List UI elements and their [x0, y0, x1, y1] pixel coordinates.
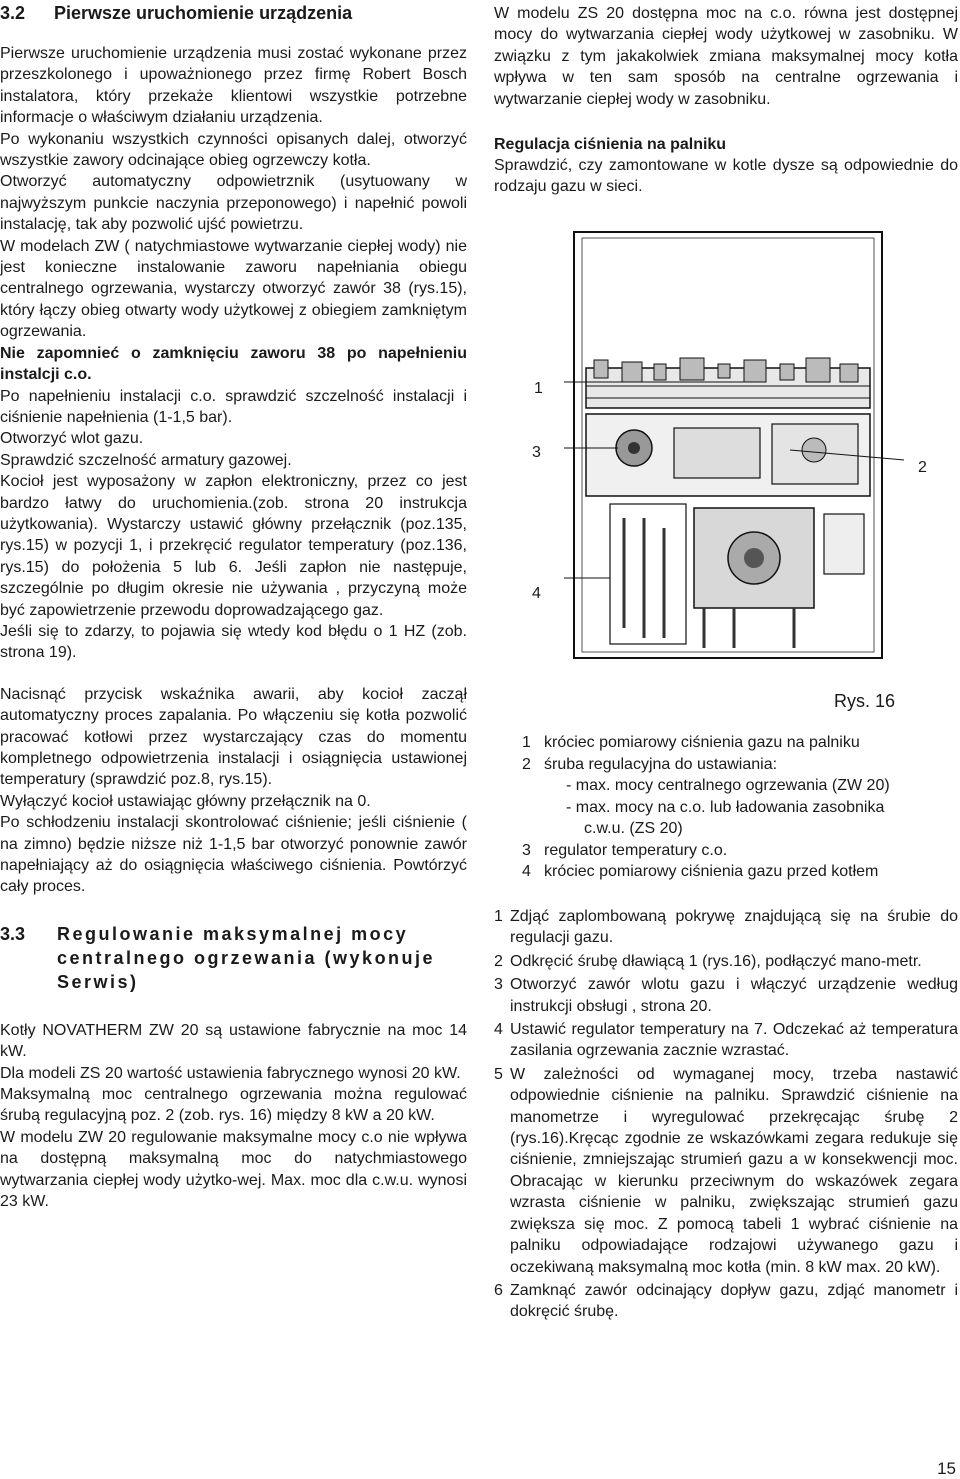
paragraph: Kotły NOVATHERM ZW 20 są ustawione fabrycznie na moc 14 kW.	[0, 1021, 467, 1061]
figure-legend	[522, 732, 960, 883]
page-number: 15	[937, 1459, 956, 1478]
boiler-diagram	[494, 228, 960, 718]
section-title: Pierwsze uruchomienie urządzenia	[54, 3, 353, 23]
legend-item: 2 śruba regulacyjna do ustawiania:	[522, 755, 778, 773]
bold-note: Nie zapomnieć o zamknięciu zaworu 38 po napełnieniu instalcji c.o.	[0, 344, 467, 384]
callout-3: 3	[532, 444, 541, 461]
legend-item: 1 króciec pomiarowy ciśnienia gazu na palniku	[522, 734, 860, 751]
electronics-box	[674, 428, 760, 478]
paragraph: Po napełnieniu instalacji c.o. sprawdzić szczelność instalacji i ciśnienie napełnienia (1-1,5 bar).	[0, 387, 467, 426]
subheading: Regulacja ciśnienia na palniku	[494, 136, 727, 154]
callout-2: 2	[918, 459, 927, 476]
section-3-3-heading	[0, 922, 467, 994]
section-number: 3.3	[0, 923, 26, 944]
paragraph: Kocioł jest wyposażony w zapłon elektroniczny, przez co jest bardzo łatwy do uruchomienia.(zob. strona 20 instrukcja użytkowania). Wystarczy ustawić główny przełącznik (poz.135, rys.15) w pozycji 1, i przekręcić regulator temperatury (poz.136, rys.15) do położenia 5 lub 6. Jeśli zapłon nie następuje, szczególnie po długim okresie nie używania , przyczyną może być zapowietrzenie przewodu doprowadzającego gaz.	[0, 473, 467, 619]
step-item: 2 Odkręcić śrubę dławiącą 1 (rys.16), podłączyć mano-metr.	[494, 952, 922, 970]
fittings	[594, 358, 858, 382]
paragraph: Dla modeli ZS 20 wartość ustawienia fabrycznego wynosi 20 kW.	[0, 1064, 461, 1082]
procedure-steps	[494, 906, 958, 1325]
legend-subitem: c.w.u. (ZS 20)	[584, 820, 683, 837]
paragraph: Po wykonaniu wszystkich czynności opisanych dalej, otworzyć wszystkie zawory odcinające obieg ogrzewczy kotła.	[0, 130, 467, 170]
paragraph: Po schłodzeniu instalacji skontrolować ciśnienie; jeśli ciśnienie ( na zimno) będzie niższe niż 1-1,5 bar otworzyć ponownie zawór napełniający aż do osiągnięcia właściwego ciśnienia. Powtórzyć cały proces.	[0, 814, 467, 896]
legend-item: 3 regulator temperatury c.o.	[522, 841, 728, 859]
legend-item: 4 króciec pomiarowy ciśnienia gazu przed kotłem	[522, 863, 879, 880]
step-item: 4 Ustawić regulator temperatury na 7. Odczekać aż temperatura zasilania ogrzewania zacznie wzrastać.	[494, 1021, 958, 1060]
section-number: 3.2	[0, 3, 26, 23]
legend-subitem: - max. mocy na c.o. lub ładowania zasobnika	[566, 798, 885, 816]
paragraph: Sprawdzić szczelność armatury gazowej.	[0, 451, 292, 469]
right-intro	[494, 3, 958, 198]
section-3-2-heading	[0, 2, 467, 24]
paragraph: Otworzyć automatyczny odpowietrznik (usytuowany w najwyższym punkcie naczynia przeponowego) i napełnić powoli instalację, tak aby pozwolić ujść powietrzu.	[0, 173, 467, 234]
step-item: 3 Otworzyć zawór wlotu gazu i włączyć urządzenie według instrukcji obsługi , strona 20.	[494, 976, 958, 1015]
paragraph: Wyłączyć kocioł ustawiając główny przełącznik na 0.	[0, 792, 371, 810]
step-item: 1 Zdjąć zaplombowaną pokrywę znajdującą się na śrubie do regulacji gazu.	[494, 908, 958, 947]
section-title: Regulowanie maksymalnej mocy centralnego ogrzewania (wykonuje Serwis)	[57, 923, 436, 992]
callout-1: 1	[534, 380, 543, 397]
paragraph: Maksymalną moc centralnego ogrzewania można regulować śrubą regulacyjną poz. 2 (zob. rys. 16) między 8 kW a 20 kW.	[0, 1086, 467, 1125]
figure-caption: Rys. 16	[834, 691, 896, 711]
section-3-2-body	[0, 43, 467, 1213]
paragraph: Otworzyć wlot gazu.	[0, 430, 144, 448]
step-item: 6 Zamknąć zawór odcinający dopływ gazu, zdjąć manometr i dokręcić śrubę.	[494, 1281, 958, 1321]
paragraph: W modelach ZW ( natychmiastowe wytwarzanie ciepłej wody) nie jest konieczne instalowanie zaworu napełniania obiegu centralnego ogrzewania, wystarczy otworzyć zawór 38 (rys.15), który łączy obieg otwarty wody użytkowej z obiegiem zamkniętym ogrzewania.	[0, 237, 467, 341]
paragraph: Nacisnąć przycisk wskaźnika awarii, aby kocioł zaczął automatyczny proces zapalania. Po włączeniu się kotła pozwolić pracować kotłowi przez wystarczający czas do momentu kompletnego odpowietrzenia instalacji i osiągnięcia ustawionej temperatury (sprawdzić poz.8, rys.15).	[0, 685, 467, 789]
callout-4: 4	[532, 585, 541, 602]
paragraph: W modelu ZS 20 dostępna moc na c.o. równa jest dostępnej mocy do wytwarzania ciepłej wody użytkowej w zasobniku. W związku z tym jakakolwiek zmiana maksymalnej mocy kotła wpływa w ten sam sposób na centralne ogrzewania i wytwarzanie ciepłej wody w zasobniku.	[494, 5, 958, 108]
lower-pipe-group	[610, 504, 686, 644]
paragraph: W modelu ZW 20 regulowanie maksymalne mocy c.o nie wpływa na dostępną maksymalną moc do natychmiastowego wytwarzania ciepłej wody użytko-wej. Max. moc dla c.w.u. wynosi 23 kW.	[0, 1128, 467, 1211]
legend-subitem: - max. mocy centralnego ogrzewania (ZW 20)	[566, 777, 890, 794]
paragraph: Pierwsze uruchomienie urządzenia musi zostać wykonane przez przeszkolonego i upoważnionego przez firmę Robert Bosch instalatora, który przekaże klientowi wszystkie potrzebne informacje o właściwym działaniu urządzenia.	[0, 45, 467, 127]
step-item: 5 W zależności od wymaganej mocy, trzeba nastawić odpowiednie ciśnienie na palniku. Sprawdzić ciśnienie na manometrze i wyregulować przekręcając śrubę 2 (rys.16).Kręcąc zgodnie ze wskazówkami zegara redukuje się ciśnienie, zmniejszając strumień gazu a w konsekwencji moc. Obracając w kierunku przeciwnym do wskazówek zegara wzrasta ciśnienie w palniku, zwiększając strumień gazu zwiększa się moc. Z pomocą tabeli 1 wybrać ciśnienie na palniku odpowiadające rodzajowi używanego gazu i oczekiwaną maksymalną moc kotła (min. 8 kW max. 20 kW).	[494, 1065, 958, 1276]
paragraph: Sprawdzić, czy zamontowane w kotle dysze są odpowiednie do rodzaju gazu w sieci.	[494, 157, 958, 196]
paragraph: Jeśli się to zdarzy, to pojawia się wtedy kod błędu o 1 HZ (zob. strona 19).	[0, 622, 467, 662]
